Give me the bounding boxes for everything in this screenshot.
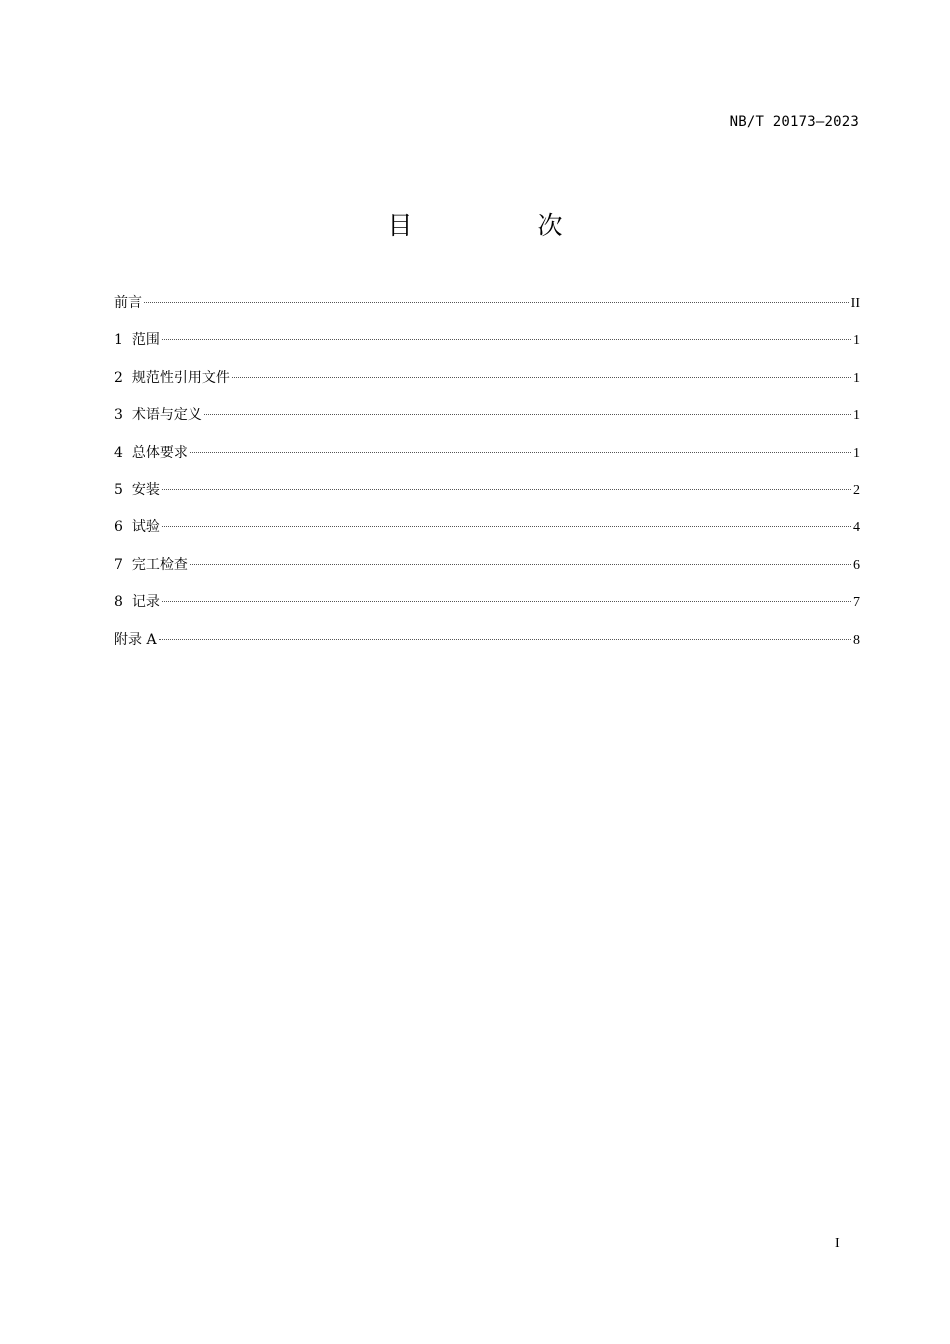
toc-entry-label: 记录 — [131, 594, 160, 611]
toc-entry-label-group — [114, 443, 188, 463]
page-number: I — [835, 1236, 840, 1251]
toc-entry-label-group — [114, 330, 160, 350]
toc-dot-leader — [162, 601, 851, 602]
toc-entry-label: 规范性引用文件 — [131, 369, 230, 386]
toc-entry-label: 前言 — [114, 295, 142, 311]
toc-dot-leader — [159, 639, 851, 640]
toc-dot-leader — [190, 452, 851, 453]
toc-dot-leader — [162, 489, 851, 490]
toc-entry-terms[interactable] — [114, 405, 860, 442]
toc-entry-number: 6 — [114, 519, 123, 536]
toc-entry-label-group — [114, 405, 202, 425]
toc-entry-number: 1 — [114, 332, 123, 349]
toc-entry-label-group — [114, 555, 188, 575]
toc-dot-leader — [162, 526, 851, 527]
toc-entry-page: 1 — [853, 370, 860, 386]
toc-entry-number: 2 — [114, 369, 123, 386]
page-title: 目 次 — [387, 211, 613, 240]
toc-entry-installation[interactable] — [114, 480, 860, 517]
toc-entry-page: 2 — [853, 482, 860, 498]
toc-entry-page: 6 — [853, 557, 860, 573]
toc-dot-leader — [162, 339, 851, 340]
toc-entry-records[interactable] — [114, 592, 860, 629]
toc-entry-normative-references[interactable] — [114, 368, 860, 405]
toc-dot-leader — [204, 414, 851, 415]
toc-entry-label: 总体要求 — [131, 444, 188, 461]
toc-dot-leader — [232, 377, 851, 378]
toc-entry-page: 1 — [853, 408, 860, 424]
toc-entry-page: 1 — [853, 445, 860, 461]
toc-entry-number: 8 — [114, 594, 123, 611]
toc-entry-scope[interactable] — [114, 330, 860, 367]
toc-entry-label-group — [114, 368, 230, 388]
toc-entry-page: 7 — [853, 595, 860, 611]
standard-code: NB/T 20173—2023 — [729, 114, 859, 130]
toc-entry-label: 完工检查 — [131, 556, 188, 573]
toc-entry-completion-inspection[interactable] — [114, 555, 860, 592]
toc-entry-label: 安装 — [131, 481, 160, 498]
toc-entry-label-group — [114, 480, 160, 500]
toc-entry-number: 7 — [114, 556, 123, 573]
toc-entry-label: 范围 — [131, 332, 160, 349]
toc-entry-testing[interactable] — [114, 517, 860, 554]
toc-entry-label: 附录 A — [114, 631, 157, 648]
toc-entry-label-group — [114, 517, 160, 537]
toc-entry-label-group — [114, 592, 160, 612]
toc-entry-number: 5 — [114, 481, 123, 498]
toc-entry-page: II — [850, 296, 860, 311]
toc-entry-general-requirements[interactable] — [114, 443, 860, 480]
toc-entry-number: 3 — [114, 407, 123, 424]
toc-entry-appendix-a[interactable] — [114, 630, 860, 667]
toc-entry-page: 1 — [853, 333, 860, 349]
toc-entry-label: 试验 — [131, 519, 160, 536]
table-of-contents — [114, 293, 860, 667]
toc-entry-label: 术语与定义 — [131, 407, 202, 424]
toc-entry-number: 4 — [114, 444, 123, 461]
toc-entry-page: 8 — [853, 632, 860, 648]
toc-entry-page: 4 — [853, 520, 860, 536]
toc-entry-foreword[interactable] — [114, 293, 860, 330]
toc-dot-leader — [190, 564, 851, 565]
toc-dot-leader — [144, 302, 849, 303]
